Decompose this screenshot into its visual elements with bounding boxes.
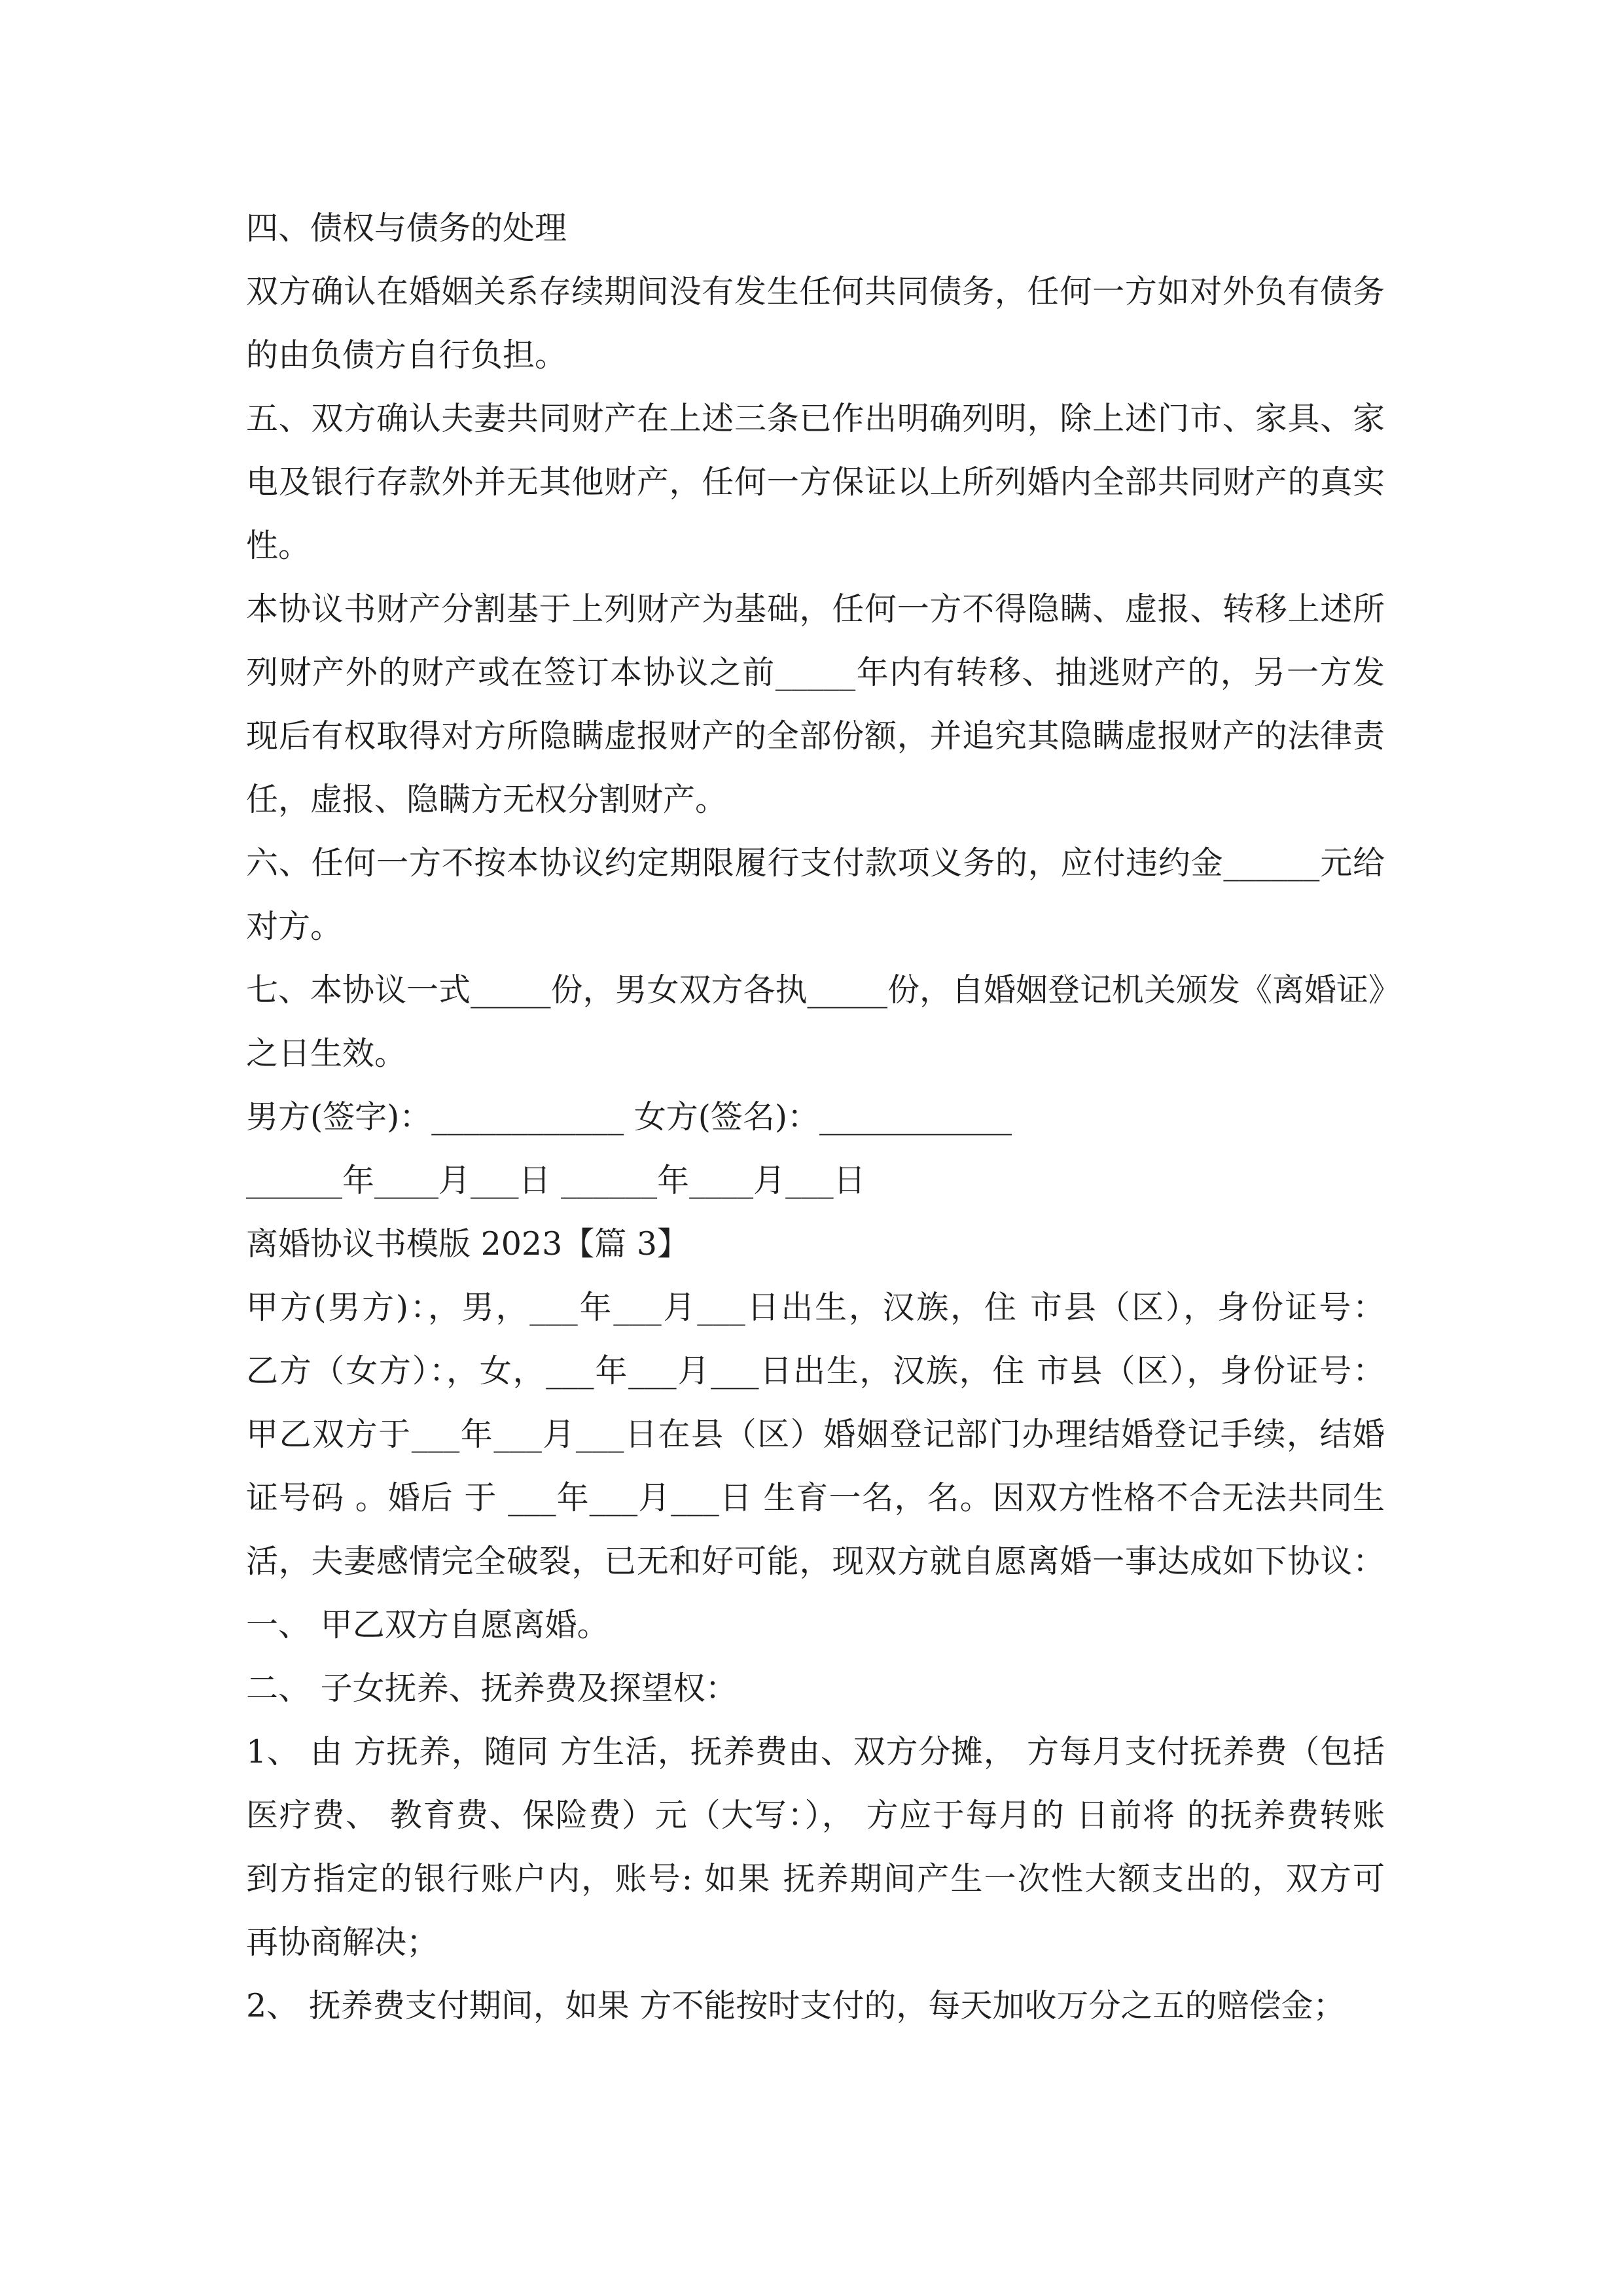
text-line: 六、任何一方不按本协议约定期限履行支付款项义务的，应付违约金______元给 [246, 844, 1385, 882]
text-line: 对方。 [246, 908, 343, 945]
text-line: 本协议书财产分割基于上列财产为基础，任何一方不得隐瞒、虚报、转移上述所 [246, 590, 1385, 628]
text-line: 男方(签字)：____________ 女方(签名)：____________ [246, 1098, 1012, 1136]
text-line: 乙方（女方）：，女，___年___月___日出生，汉族，住 市县（区），身份证号： [246, 1352, 1385, 1390]
document-body [246, 196, 1401, 2037]
text-line: 的由负债方自行负担。 [246, 336, 567, 374]
text-line: 现后有权取得对方所隐瞒虚报财产的全部份额，并追究其隐瞒虚报财产的法律责 [246, 717, 1385, 755]
text-line: 四、债权与债务的处理 [246, 209, 567, 247]
text-line: 五、双方确认夫妻共同财产在上述三条已作出明确列明，除上述门市、家具、家 [246, 400, 1385, 437]
text-line: 任，虚报、隐瞒方无权分割财产。 [246, 781, 728, 818]
text-line: 活，夫妻感情完全破裂，已无和好可能，现双方就自愿离婚一事达成如下协议： [246, 1543, 1385, 1580]
text-line: 列财产外的财产或在签订本协议之前_____年内有转移、抽逃财产的，另一方发 [246, 654, 1385, 691]
text-line: 医疗费、 教育费、保险费）元（大写：）， 方应于每月的 日前将 的抚养费转账 [246, 1797, 1385, 1834]
text-line: 再协商解决； [246, 1924, 439, 1961]
text-line: 二、 子女抚养、抚养费及探望权： [246, 1670, 738, 1707]
text-line: 到方指定的银行账户内，账号: 如果 抚养期间产生一次性大额支出的，双方可 [246, 1860, 1385, 1897]
text-line: 1、 由 方抚养，随同 方生活，抚养费由、双方分摊， 方每月支付抚养费（包括 [246, 1733, 1385, 1770]
text-line: 甲方(男方)：，男，___年___月___日出生，汉族，住 市县（区），身份证号： [246, 1289, 1385, 1326]
text-line: 一、 甲乙双方自愿离婚。 [246, 1606, 609, 1643]
text-line: 双方确认在婚姻关系存续期间没有发生任何共同债务，任何一方如对外负有债务 [246, 273, 1385, 310]
text-line: 之日生效。 [246, 1035, 407, 1072]
text-line: ______年____月___日 ______年____月___日 [246, 1162, 866, 1199]
text-line: 电及银行存款外并无其他财产，任何一方保证以上所列婚内全部共同财产的真实 [246, 463, 1385, 501]
text-line: 2、 抚养费支付期间，如果 方不能按时支付的，每天加收万分之五的赔偿金； [246, 1987, 1346, 2024]
text-line: 性。 [246, 527, 311, 564]
text-line: 离婚协议书模版 2023【篇 3】 [246, 1225, 690, 1263]
text-line: 七、本协议一式_____份，男女双方各执_____份，自婚姻登记机关颁发《离婚证》 [246, 971, 1401, 1009]
text-line: 甲乙双方于___年___月___日在县（区）婚姻登记部门办理结婚登记手续，结婚 [246, 1416, 1385, 1453]
text-line: 证号码 。婚后 于 ___年___月___日 生育一名，名。因双方性格不合无法共同生 [246, 1479, 1385, 1516]
